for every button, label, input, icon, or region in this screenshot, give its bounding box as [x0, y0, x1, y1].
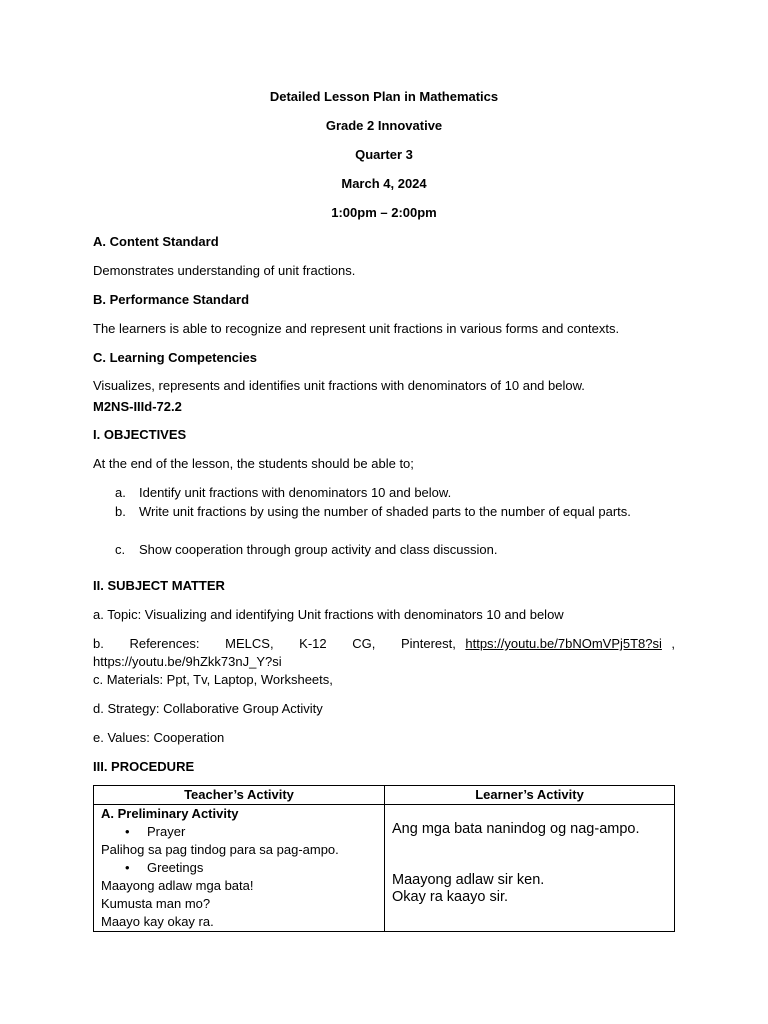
bullet-icon: •: [125, 860, 130, 875]
date-line: March 4, 2024: [341, 176, 427, 191]
teacher-greeting: Maayong adlaw mga bata!: [101, 878, 254, 893]
teacher-response: Maayo kay okay ra.: [101, 914, 214, 929]
references-label: b. References: MELCS, K-12 CG, Pinterest,: [93, 636, 456, 651]
references-separator: ,: [671, 636, 675, 651]
grade-line: Grade 2 Innovative: [325, 118, 443, 133]
strategy-line: d. Strategy: Collaborative Group Activity: [93, 701, 323, 716]
learner-prayer-response: Ang mga bata nanindog og nag-ampo.: [392, 821, 640, 837]
prayer-item: Prayer: [147, 824, 186, 839]
references-link-1[interactable]: https://youtu.be/7bNOmVPj5T8?si: [465, 636, 662, 651]
learner-greeting: Maayong adlaw sir ken.: [392, 872, 545, 888]
document-title: Detailed Lesson Plan in Mathematics: [269, 89, 499, 104]
teacher-activity-cell: [94, 805, 385, 932]
procedure-heading: III. PROCEDURE: [93, 759, 195, 774]
topic-line: a. Topic: Visualizing and identifying Unit fractions with denominators 10 and below: [93, 607, 564, 622]
references-line: [93, 635, 675, 652]
learner-reply: Okay ra kaayo sir.: [392, 889, 509, 905]
objective-item-a: Identify unit fractions with denominators 10 and below.: [139, 485, 452, 500]
objectives-intro: At the end of the lesson, the students should be able to;: [93, 456, 414, 471]
procedure-table: [93, 785, 675, 932]
performance-standard-text: The learners is able to recognize and represent unit fractions in various forms and contexts.: [93, 321, 620, 336]
learner-activity-cell: [385, 805, 675, 932]
competency-code: M2NS-IIId-72.2: [93, 399, 182, 414]
performance-standard-heading: B. Performance Standard: [93, 292, 250, 307]
subject-matter-heading: II. SUBJECT MATTER: [93, 578, 225, 593]
procedure-table-header: [94, 786, 675, 805]
preliminary-activity-heading: A. Preliminary Activity: [101, 806, 239, 821]
objective-item-c: Show cooperation through group activity and class discussion.: [139, 542, 498, 557]
teacher-question: Kumusta man mo?: [101, 896, 211, 911]
time-line: 1:00pm – 2:00pm: [331, 205, 437, 220]
competencies-heading: C. Learning Competencies: [93, 350, 257, 365]
references-link-2[interactable]: https://youtu.be/9hZkk73nJ_Y?si: [93, 654, 282, 669]
content-standard-heading: A. Content Standard: [93, 234, 219, 249]
objectives-heading: I. OBJECTIVES: [93, 427, 187, 442]
quarter-line: Quarter 3: [355, 147, 413, 162]
values-line: e. Values: Cooperation: [93, 730, 225, 745]
competencies-text: Visualizes, represents and identifies unit fractions with denominators of 10 and below.: [93, 378, 585, 393]
objective-marker-b: b.: [115, 504, 126, 519]
objective-marker-a: a.: [115, 485, 126, 500]
content-standard-text: Demonstrates understanding of unit fractions.: [93, 263, 356, 278]
greetings-item: Greetings: [147, 860, 204, 875]
table-row: [94, 805, 675, 932]
bullet-icon: •: [125, 824, 130, 839]
teacher-activity-header: Teacher’s Activity: [94, 786, 385, 805]
learner-activity-header: Learner’s Activity: [385, 786, 675, 805]
objective-item-b: Write unit fractions by using the number of shaded parts to the number of equal parts.: [139, 504, 631, 519]
materials-line: c. Materials: Ppt, Tv, Laptop, Worksheets,: [93, 672, 333, 687]
prayer-instruction: Palihog sa pag tindog para sa pag-ampo.: [101, 842, 339, 857]
objective-marker-c: c.: [115, 542, 126, 557]
